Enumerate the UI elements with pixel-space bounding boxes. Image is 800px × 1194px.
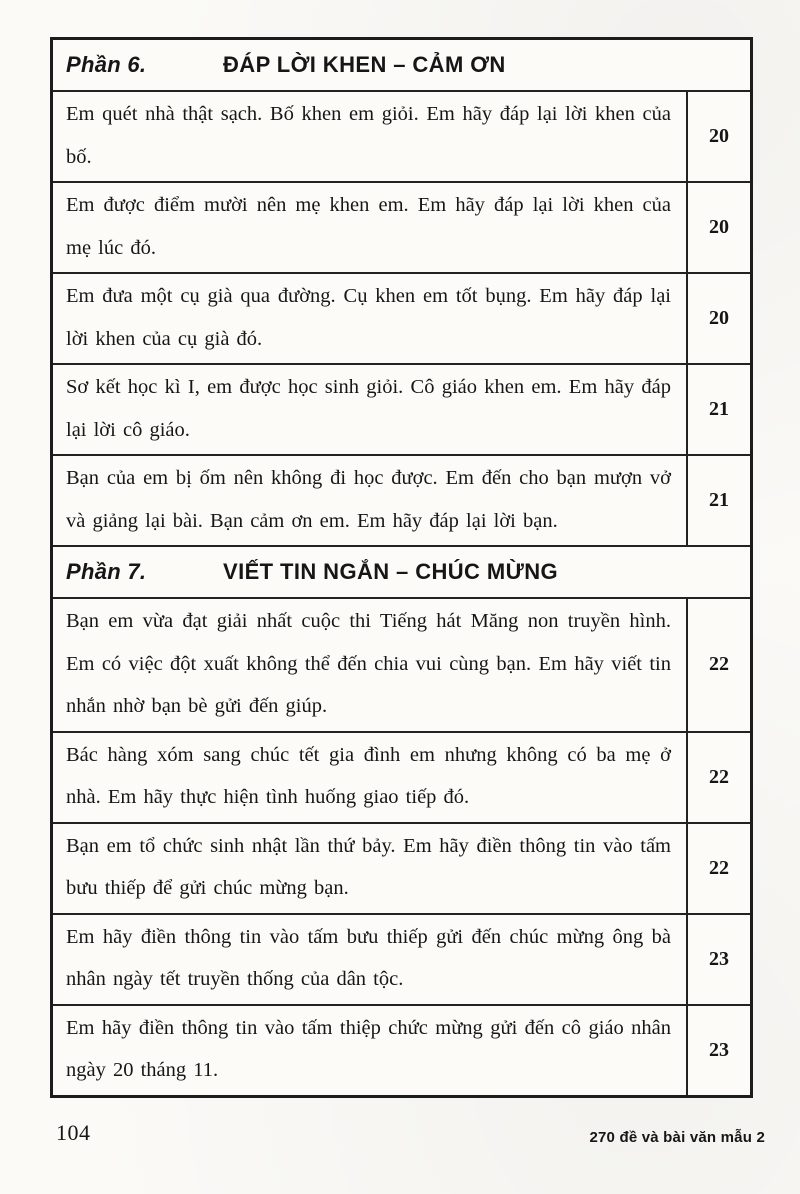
footer-book-title: 270 đề và bài văn mẫu 2	[589, 1129, 765, 1146]
exercise-text: Em hãy điền thông tin vào tấm thiệp chức mừng gửi đến cô giáo nhân ngày 20 tháng 11.	[53, 1006, 688, 1095]
toc-row	[53, 90, 750, 181]
exercise-text: Em đưa một cụ già qua đường. Cụ khen em tốt bụng. Em hãy đáp lại lời khen của cụ già đó.	[53, 274, 688, 363]
exercise-text: Bạn em tổ chức sinh nhật lần thứ bảy. Em hãy điền thông tin vào tấm bưu thiếp để gửi chúc mừng bạn.	[53, 824, 688, 913]
section-label: Phần 7.	[66, 559, 147, 584]
section-label: Phần 6.	[66, 52, 147, 77]
page-number: 20	[709, 307, 729, 329]
toc-row	[53, 731, 750, 822]
section-header-part6	[53, 40, 750, 90]
exercise-text: Em quét nhà thật sạch. Bố khen em giỏi. Em hãy đáp lại lời khen của bố.	[53, 92, 688, 181]
toc-row	[53, 597, 750, 731]
section-header-part7	[53, 545, 750, 597]
toc-row	[53, 181, 750, 272]
toc-row	[53, 1004, 750, 1095]
exercise-text: Bạn của em bị ốm nên không đi học được. Em đến cho bạn mượn vở và giảng lại bài. Bạn cảm ơn em. Em hãy đáp lại lời bạn.	[53, 456, 688, 545]
page-number: 20	[709, 216, 729, 238]
toc-row	[53, 272, 750, 363]
footer-page-number: 104	[56, 1120, 91, 1145]
section-title: VIẾT TIN NGẮN – CHÚC MỪNG	[223, 559, 559, 584]
exercise-text: Bác hàng xóm sang chúc tết gia đình em nhưng không có ba mẹ ở nhà. Em hãy thực hiện tình huống giao tiếp đó.	[53, 733, 688, 822]
toc-row	[53, 913, 750, 1004]
section-title: ĐÁP LỜI KHEN – CẢM ƠN	[223, 52, 506, 77]
page-number: 21	[709, 489, 729, 511]
page-number: 20	[709, 125, 729, 147]
toc-row	[53, 822, 750, 913]
toc-row	[53, 454, 750, 545]
page-number: 22	[709, 856, 729, 879]
exercise-text: Sơ kết học kì I, em được học sinh giỏi. Cô giáo khen em. Em hãy đáp lại lời cô giáo.	[53, 365, 688, 454]
page-number: 22	[709, 653, 729, 676]
exercise-text: Em hãy điền thông tin vào tấm bưu thiếp gửi đến chúc mừng ông bà nhân ngày tết truyền thống của dân tộc.	[53, 915, 688, 1004]
page-number: 23	[709, 947, 729, 970]
page-number: 21	[709, 398, 729, 420]
table-of-contents	[50, 37, 753, 1098]
toc-row	[53, 363, 750, 454]
page-number: 23	[709, 1038, 729, 1061]
exercise-text: Bạn em vừa đạt giải nhất cuộc thi Tiếng hát Măng non truyền hình. Em có việc đột xuất không thể đến chia vui cùng bạn. Em hãy viết tin nhắn nhờ bạn bè gửi đến giúp.	[53, 599, 688, 731]
exercise-text: Em được điểm mười nên mẹ khen em. Em hãy đáp lại lời khen của mẹ lúc đó.	[53, 183, 688, 272]
page-number: 22	[709, 765, 729, 788]
